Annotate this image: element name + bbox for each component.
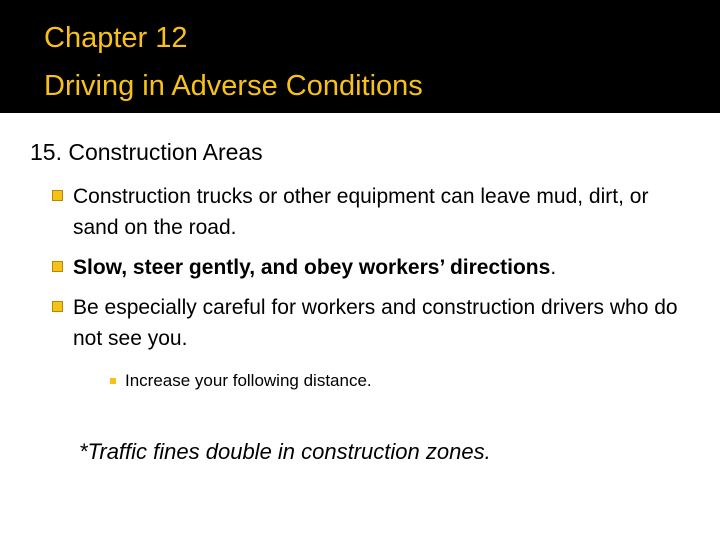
small-square-bullet-icon: [110, 378, 116, 384]
fine-note: *Traffic fines double in construction zones.: [79, 439, 491, 464]
section-heading: 15. Construction Areas: [30, 139, 263, 165]
bullet-item-1: [52, 181, 692, 243]
bullet-text: Construction trucks or other equipment can leave mud, dirt, or sand on the road.: [73, 185, 649, 239]
title-bar: [0, 0, 720, 113]
bullet-item-3: [52, 292, 692, 354]
chapter-title: Chapter 12: [44, 22, 188, 54]
bullet-text: Be especially careful for workers and construction drivers who do not see you.: [73, 296, 678, 350]
square-bullet-icon: [52, 190, 63, 201]
sub-bullet-text: Increase your following distance.: [125, 371, 372, 390]
bullet-text: [73, 252, 692, 283]
square-bullet-icon: [52, 301, 63, 312]
bullet-text-tail: .: [550, 256, 557, 279]
square-bullet-icon: [52, 261, 63, 272]
bullet-text-bold: Slow, steer gently, and obey workers’ directions: [73, 256, 551, 279]
chapter-subtitle: Driving in Adverse Conditions: [44, 70, 423, 102]
bullet-item-2: [52, 252, 692, 283]
sub-bullet-item-1: [110, 369, 372, 393]
